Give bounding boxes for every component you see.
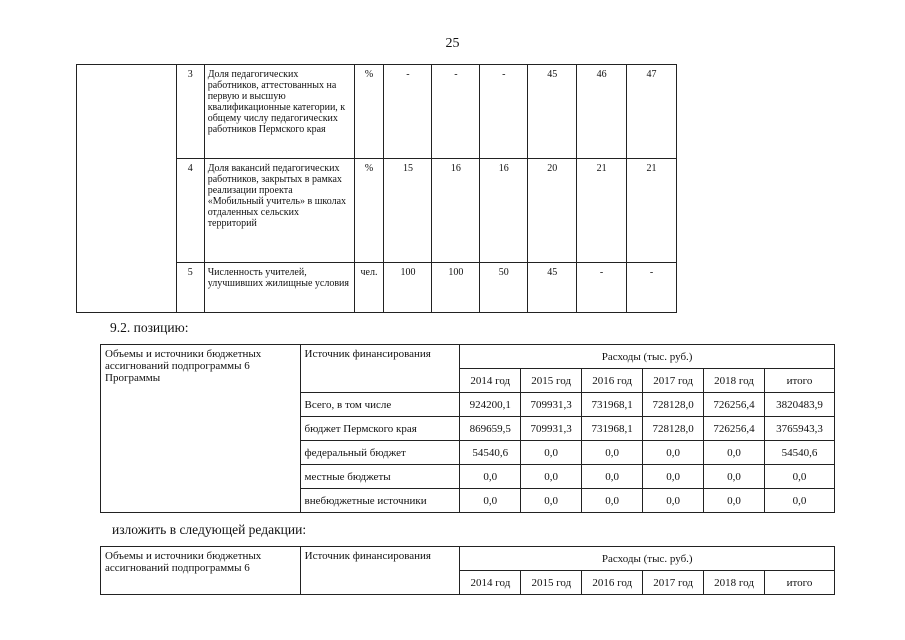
indicator-unit: % [354, 159, 384, 263]
budget-value: 0,0 [521, 441, 582, 465]
budget-value: 924200,1 [460, 393, 521, 417]
budget-value: 731968,1 [582, 417, 643, 441]
budget-value: 726256,4 [704, 393, 765, 417]
budget-value: 0,0 [704, 441, 765, 465]
indicator-value: 45 [528, 65, 577, 159]
budget-value: 54540,6 [765, 441, 835, 465]
indicator-value: 21 [627, 159, 677, 263]
indicator-value: 47 [627, 65, 677, 159]
indicator-value: 100 [432, 263, 480, 313]
budget-value: 731968,1 [582, 393, 643, 417]
source-name: федеральный бюджет [300, 441, 460, 465]
budget-value: 0,0 [460, 465, 521, 489]
row-number: 3 [176, 65, 204, 159]
budget-table-new [100, 546, 835, 595]
budget-value: 709931,3 [521, 393, 582, 417]
indicator-value: 100 [384, 263, 432, 313]
source-name: бюджет Пермского края [300, 417, 460, 441]
budget-value: 0,0 [765, 489, 835, 513]
budget-value: 0,0 [704, 465, 765, 489]
table-row [101, 547, 835, 571]
indicator-value: 45 [528, 263, 577, 313]
indicator-value: 16 [480, 159, 528, 263]
source-header: Источник финансирования [300, 547, 460, 595]
source-name: Всего, в том числе [300, 393, 460, 417]
budget-value: 3765943,3 [765, 417, 835, 441]
year-header: 2018 год [704, 571, 765, 595]
indicator-name: Доля педагогических работников, аттестованных на первую и высшую квалификационные категории, к общему числу педагогических работников Пермского края [204, 65, 354, 159]
year-header: 2018 год [704, 369, 765, 393]
year-header: 2014 год [460, 571, 521, 595]
budget-value: 0,0 [521, 465, 582, 489]
budget-value: 0,0 [582, 489, 643, 513]
budget-value: 0,0 [643, 489, 704, 513]
source-header: Источник финансирования [300, 345, 460, 393]
budget-value: 0,0 [521, 489, 582, 513]
budget-row-label: Объемы и источники бюджетных ассигнований подпрограммы 6 Программы [101, 345, 301, 513]
budget-value: 728128,0 [643, 417, 704, 441]
year-header: 2015 год [521, 369, 582, 393]
table-row [77, 65, 677, 159]
indicators-blank-cell [77, 65, 177, 313]
indicator-value: 46 [577, 65, 627, 159]
year-header: 2015 год [521, 571, 582, 595]
budget-table [100, 344, 835, 513]
source-name: внебюджетные источники [300, 489, 460, 513]
indicator-name: Доля вакансий педагогических работников, закрытых в рамках реализации проекта «Мобильный учитель» в школах отдаленных сельских территорий [204, 159, 354, 263]
year-header: 2016 год [582, 369, 643, 393]
indicator-value: - [577, 263, 627, 313]
section-label-position: 9.2. позицию: [110, 320, 189, 335]
indicator-value: 16 [432, 159, 480, 263]
indicator-value: 50 [480, 263, 528, 313]
indicator-value: 20 [528, 159, 577, 263]
indicator-value: - [480, 65, 528, 159]
budget-value: 3820483,9 [765, 393, 835, 417]
budget-value: 0,0 [582, 465, 643, 489]
section-label-new-edition: изложить в следующей редакции: [112, 522, 307, 537]
budget-value: 0,0 [460, 489, 521, 513]
indicators-table [76, 64, 677, 313]
row-number: 4 [176, 159, 204, 263]
indicator-unit: чел. [354, 263, 384, 313]
table-row [101, 345, 835, 369]
indicator-value: 15 [384, 159, 432, 263]
expenses-header: Расходы (тыс. руб.) [460, 345, 835, 369]
budget-value: 54540,6 [460, 441, 521, 465]
year-header: 2017 год [643, 571, 704, 595]
budget-value: 0,0 [704, 489, 765, 513]
budget-row-label: Объемы и источники бюджетных ассигнований подпрограммы 6 [101, 547, 301, 595]
indicator-unit: % [354, 65, 384, 159]
indicator-value: - [384, 65, 432, 159]
indicator-value: 21 [577, 159, 627, 263]
year-header: итого [765, 571, 835, 595]
year-header: итого [765, 369, 835, 393]
budget-value: 0,0 [643, 441, 704, 465]
indicator-value: - [432, 65, 480, 159]
page-number: 25 [445, 36, 460, 51]
indicator-name: Численность учителей, улучшивших жилищные условия [204, 263, 354, 313]
year-header: 2017 год [643, 369, 704, 393]
budget-value: 869659,5 [460, 417, 521, 441]
budget-value: 709931,3 [521, 417, 582, 441]
expenses-header: Расходы (тыс. руб.) [460, 547, 835, 571]
source-name: местные бюджеты [300, 465, 460, 489]
budget-value: 0,0 [643, 465, 704, 489]
budget-value: 0,0 [582, 441, 643, 465]
year-header: 2016 год [582, 571, 643, 595]
year-header: 2014 год [460, 369, 521, 393]
row-number: 5 [176, 263, 204, 313]
budget-value: 0,0 [765, 465, 835, 489]
budget-value: 726256,4 [704, 417, 765, 441]
budget-value: 728128,0 [643, 393, 704, 417]
indicator-value: - [627, 263, 677, 313]
